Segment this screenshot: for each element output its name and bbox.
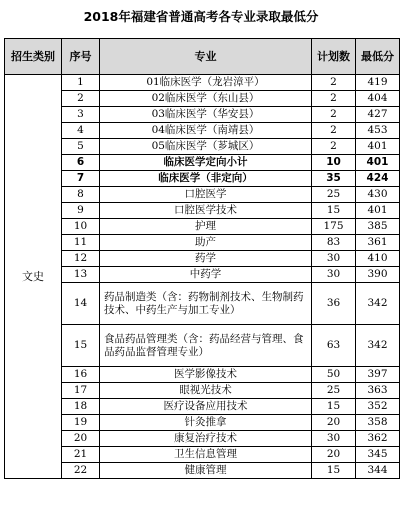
table-row [5, 325, 400, 367]
row-score: 430 [356, 187, 400, 203]
row-major: 健康管理 [100, 463, 312, 479]
row-no: 19 [62, 415, 100, 431]
row-score: 358 [356, 415, 400, 431]
header-no: 序号 [62, 39, 100, 75]
row-major: 口腔医学技术 [100, 203, 312, 219]
row-major: 03临床医学（华安县） [100, 107, 312, 123]
row-plan: 50 [312, 367, 356, 383]
table-row [5, 447, 400, 463]
row-no: 22 [62, 463, 100, 479]
header-category: 招生类别 [5, 39, 62, 75]
row-plan: 63 [312, 325, 356, 367]
row-major: 05临床医学（芗城区） [100, 139, 312, 155]
row-score: 401 [356, 139, 400, 155]
row-no: 11 [62, 235, 100, 251]
row-major: 临床医学定向小计 [100, 155, 312, 171]
admission-score-table [4, 38, 400, 479]
row-score: 453 [356, 123, 400, 139]
row-plan: 2 [312, 139, 356, 155]
row-major: 助产 [100, 235, 312, 251]
category-cell: 文史 [5, 75, 62, 479]
row-score: 419 [356, 75, 400, 91]
table-row [5, 107, 400, 123]
table-row [5, 283, 400, 325]
row-score: 361 [356, 235, 400, 251]
row-no: 14 [62, 283, 100, 325]
row-major: 口腔医学 [100, 187, 312, 203]
row-no: 18 [62, 399, 100, 415]
page-title: 2018年福建省普通高考各专业录取最低分 [83, 9, 319, 24]
row-no: 3 [62, 107, 100, 123]
row-major: 眼视光技术 [100, 383, 312, 399]
row-plan: 15 [312, 399, 356, 415]
table-row [5, 367, 400, 383]
row-plan: 15 [312, 463, 356, 479]
row-no: 12 [62, 251, 100, 267]
table-row [5, 415, 400, 431]
row-no: 21 [62, 447, 100, 463]
row-no: 4 [62, 123, 100, 139]
row-major: 中药学 [100, 267, 312, 283]
row-major: 卫生信息管理 [100, 447, 312, 463]
row-plan: 30 [312, 251, 356, 267]
row-score: 410 [356, 251, 400, 267]
table-row-subtotal [5, 155, 400, 171]
row-plan: 20 [312, 447, 356, 463]
row-no: 15 [62, 325, 100, 367]
row-plan: 2 [312, 123, 356, 139]
row-no: 16 [62, 367, 100, 383]
header-plan: 计划数 [312, 39, 356, 75]
table-row [5, 123, 400, 139]
table-header-row [5, 39, 400, 75]
header-major: 专业 [100, 39, 312, 75]
row-no: 9 [62, 203, 100, 219]
row-major: 临床医学（非定向） [100, 171, 312, 187]
row-major: 康复治疗技术 [100, 431, 312, 447]
row-no: 7 [62, 171, 100, 187]
row-no: 1 [62, 75, 100, 91]
row-plan: 35 [312, 171, 356, 187]
row-score: 342 [356, 283, 400, 325]
row-plan: 2 [312, 91, 356, 107]
table-row [5, 219, 400, 235]
table-row [5, 267, 400, 283]
table-row [5, 203, 400, 219]
row-major: 针灸推拿 [100, 415, 312, 431]
row-no: 8 [62, 187, 100, 203]
row-score: 427 [356, 107, 400, 123]
row-plan: 10 [312, 155, 356, 171]
row-major: 02临床医学（东山县） [100, 91, 312, 107]
row-plan: 15 [312, 203, 356, 219]
row-score: 397 [356, 367, 400, 383]
row-plan: 30 [312, 267, 356, 283]
row-major: 医疗设备应用技术 [100, 399, 312, 415]
header-min-score: 最低分 [356, 39, 400, 75]
row-score: 352 [356, 399, 400, 415]
row-no: 17 [62, 383, 100, 399]
row-score: 345 [356, 447, 400, 463]
row-no: 13 [62, 267, 100, 283]
row-plan: 36 [312, 283, 356, 325]
row-plan: 25 [312, 383, 356, 399]
table-row [5, 139, 400, 155]
table-row [5, 383, 400, 399]
row-score: 362 [356, 431, 400, 447]
table-row [5, 251, 400, 267]
table-row [5, 187, 400, 203]
table-row [5, 399, 400, 415]
row-major: 护理 [100, 219, 312, 235]
row-score: 363 [356, 383, 400, 399]
table-row [5, 235, 400, 251]
row-major: 01临床医学（龙岩漳平） [100, 75, 312, 91]
row-no: 5 [62, 139, 100, 155]
row-score: 401 [356, 203, 400, 219]
table-row [5, 463, 400, 479]
row-no: 10 [62, 219, 100, 235]
row-no: 2 [62, 91, 100, 107]
row-score: 401 [356, 155, 400, 171]
row-plan: 2 [312, 75, 356, 91]
table-row [5, 91, 400, 107]
row-score: 424 [356, 171, 400, 187]
row-major: 药学 [100, 251, 312, 267]
row-plan: 25 [312, 187, 356, 203]
row-score: 342 [356, 325, 400, 367]
row-major: 食品药品管理类（含：药品经营与管理、食品药品监督管理专业） [100, 325, 312, 367]
row-score: 404 [356, 91, 400, 107]
row-score: 344 [356, 463, 400, 479]
row-major: 医学影像技术 [100, 367, 312, 383]
row-plan: 83 [312, 235, 356, 251]
row-plan: 2 [312, 107, 356, 123]
row-plan: 175 [312, 219, 356, 235]
row-major: 04临床医学（南靖县） [100, 123, 312, 139]
table-row [5, 75, 400, 91]
row-major: 药品制造类（含：药物制剂技术、生物制药技术、中药生产与加工专业） [100, 283, 312, 325]
row-score: 385 [356, 219, 400, 235]
row-no: 20 [62, 431, 100, 447]
table-row [5, 431, 400, 447]
table-row-highlight [5, 171, 400, 187]
row-no: 6 [62, 155, 100, 171]
row-plan: 20 [312, 415, 356, 431]
row-plan: 30 [312, 431, 356, 447]
row-score: 390 [356, 267, 400, 283]
